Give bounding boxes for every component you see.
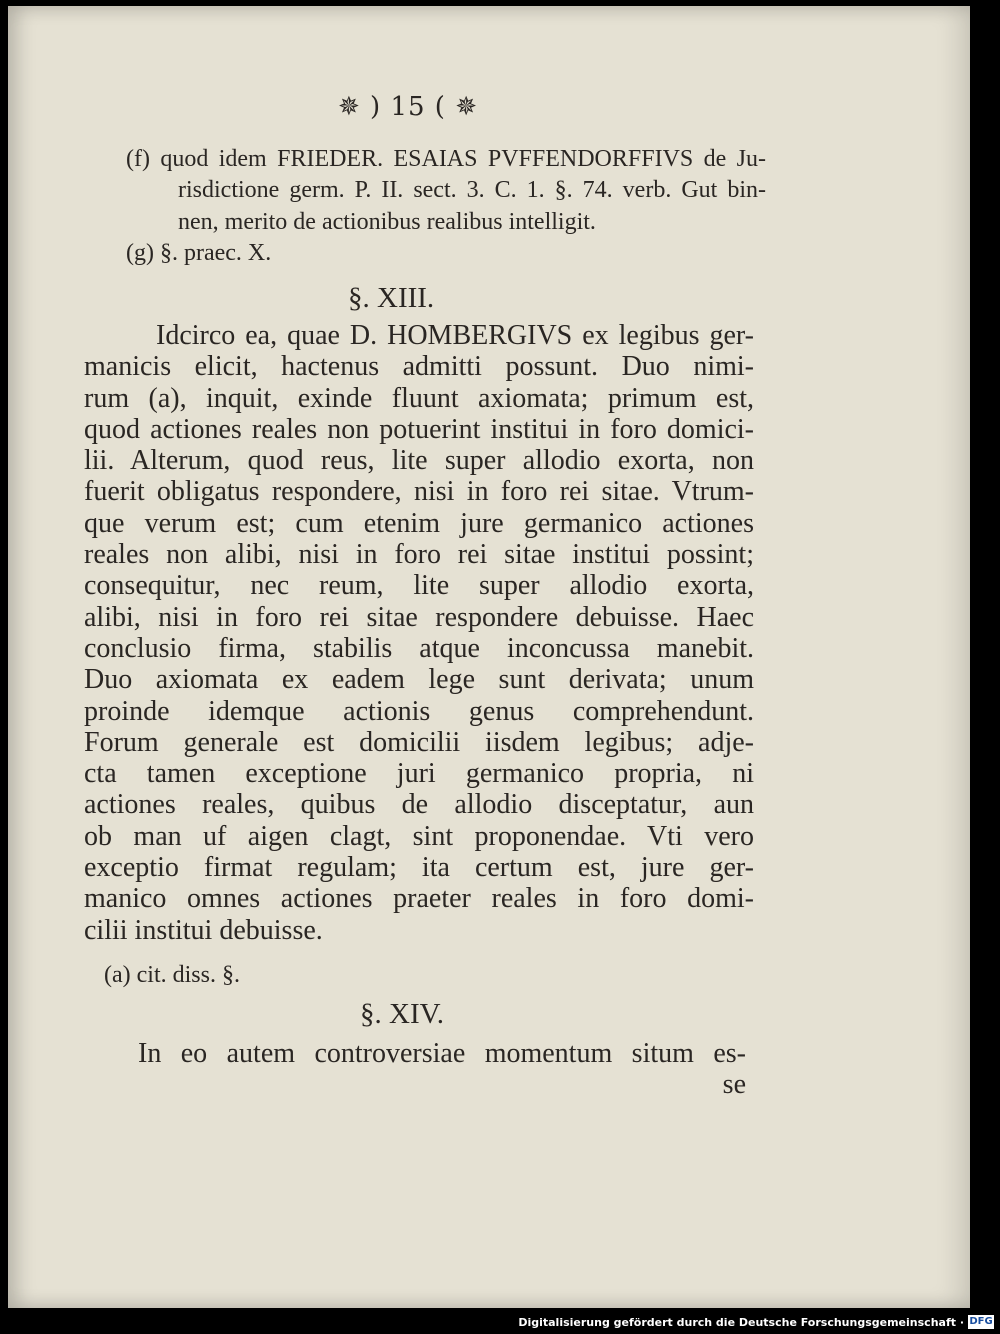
footnote-line: (f) quod idem FRIEDER. ESAIAS PVFFENDORFFIVS de Ju- <box>126 146 766 172</box>
catchword: se <box>722 1069 746 1101</box>
paragraph-xiii <box>84 320 754 946</box>
text-line: que verum est; cum etenim jure germanico actiones <box>84 507 754 539</box>
text-line: reales non alibi, nisi in foro rei sitae institui possint; <box>84 539 754 571</box>
text-line: fuerit obligatus respondere, nisi in foro rei sitae. Vtrum- <box>84 476 754 508</box>
footnote-line: (g) §. praec. X. <box>126 239 272 266</box>
text-line: cta tamen exceptione juri germanico propria, ni <box>84 758 754 790</box>
text-line: cilii institui debuisse. <box>84 914 323 946</box>
text-line: In eo autem controversiae momentum situm es- <box>138 1038 746 1069</box>
footnote-a: (a) cit. diss. §. <box>104 962 240 988</box>
text-line: lii. Alterum, quod reus, lite super allodio exorta, non <box>84 445 754 477</box>
footer-credit: Digitalisierung gefördert durch die Deutsche Forschungsgemeinschaft · <box>518 1316 964 1329</box>
text-line: proinde idemque actionis genus comprehendunt. <box>84 695 754 727</box>
text-line: manicis elicit, hactenus admitti possunt. Duo nimi- <box>84 351 754 383</box>
text-line: rum (a), inquit, exinde fluunt axiomata; primum est, <box>84 382 754 414</box>
footnote-line: nen, merito de actionibus realibus intelligit. <box>178 208 596 235</box>
top-footnotes <box>126 146 766 271</box>
text-line: alibi, nisi in foro rei sitae respondere debuisse. Haec <box>84 601 754 633</box>
text-line: Forum generale est domicilii iisdem legibus; adje- <box>84 726 754 758</box>
paragraph-xiv <box>138 1038 746 1101</box>
text-line: exceptio firmat regulam; ita certum est, jure ger- <box>84 852 754 884</box>
dfg-logo: DFG <box>969 1316 993 1327</box>
text-line: Idcirco ea, quae D. HOMBERGIVS ex legibus ger- <box>156 320 754 351</box>
page-header: ✵ ) 15 ( ✵ <box>338 92 478 122</box>
text-line: quod actiones reales non potuerint institui in foro domici- <box>84 413 754 445</box>
text-line: actiones reales, quibus de allodio disceptatur, aun <box>84 789 754 821</box>
section-heading-xiv: §. XIV. <box>360 998 445 1030</box>
section-heading-xiii: §. XIII. <box>348 282 435 314</box>
book-page <box>8 6 970 1308</box>
text-line: ob man uf aigen clagt, sint proponendae. Vti vero <box>84 820 754 852</box>
footnote-line: risdictione germ. P. II. sect. 3. C. 1. §. 74. verb. Gut bin- <box>178 177 766 204</box>
text-line: conclusio firma, stabilis atque inconcussa manebit. <box>84 632 754 664</box>
text-line: manico omnes actiones praeter reales in foro domi- <box>84 883 754 915</box>
text-line: Duo axiomata ex eadem lege sunt derivata; unum <box>84 664 754 696</box>
text-line: consequitur, nec reum, lite super allodio exorta, <box>84 570 754 602</box>
